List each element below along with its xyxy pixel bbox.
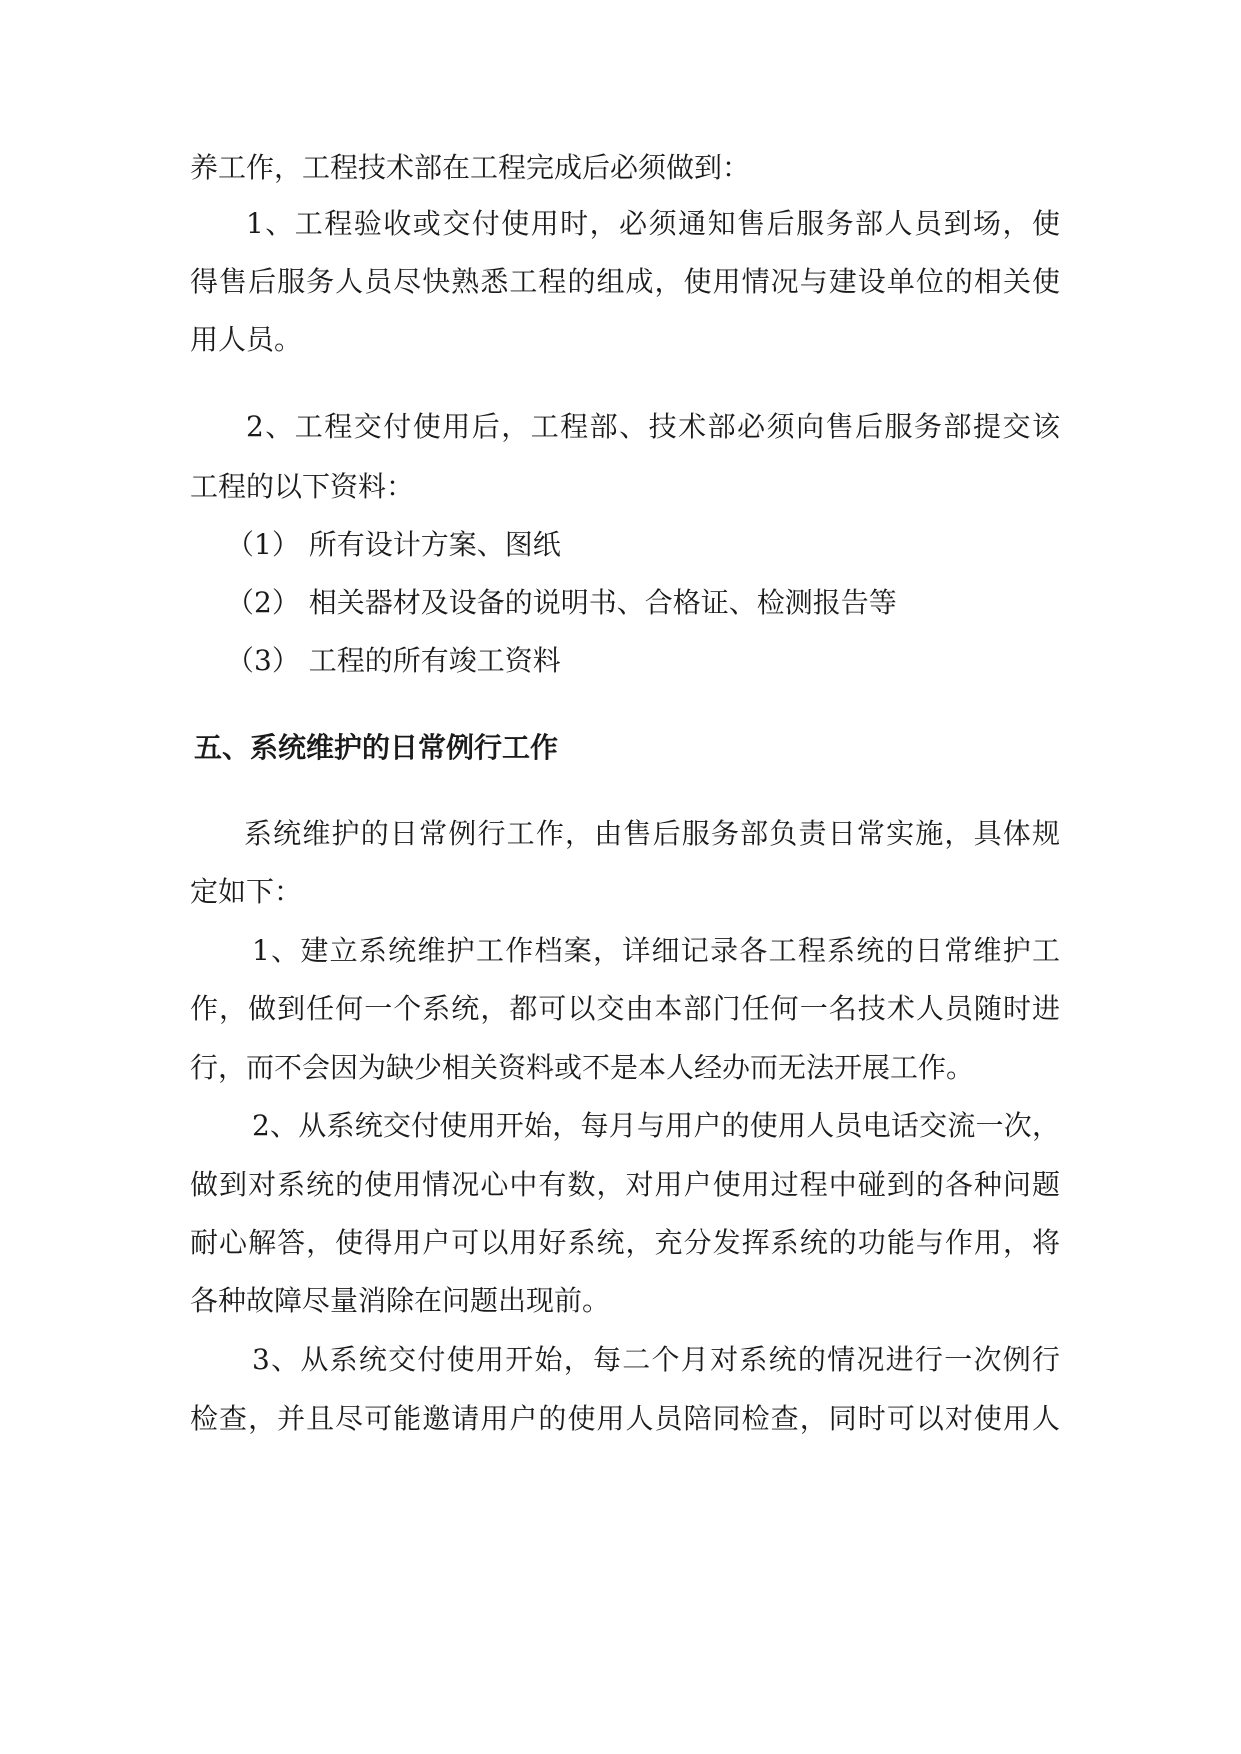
paragraph-line: 2、工程交付使用后，工程部、技术部必须向售后服务部提交该 [246, 410, 1060, 443]
paragraph-line: 1、建立系统维护工作档案，详细记录各工程系统的日常维护工 [252, 934, 1060, 967]
list-item: （2） 相关器材及设备的说明书、合格证、检测报告等 [226, 586, 897, 619]
paragraph-line: 1、工程验收或交付使用时，必须通知售后服务部人员到场，使 [246, 207, 1060, 240]
list-item: （1） 所有设计方案、图纸 [226, 528, 561, 561]
list-item: （3） 工程的所有竣工资料 [226, 644, 561, 677]
paragraph-line: 3、从系统交付使用开始，每二个月对系统的情况进行一次例行 [252, 1343, 1060, 1376]
paragraph-line: 2、从系统交付使用开始，每月与用户的使用人员电话交流一次， [252, 1109, 1060, 1142]
paragraph-line: 定如下： [190, 875, 303, 908]
paragraph-line: 得售后服务人员尽快熟悉工程的组成，使用情况与建设单位的相关使 [190, 265, 1060, 298]
paragraph-line: 养工作，工程技术部在工程完成后必须做到： [190, 151, 751, 184]
paragraph-line: 检查，并且尽可能邀请用户的使用人员陪同检查，同时可以对使用人 [190, 1402, 1060, 1435]
paragraph-line: 工程的以下资料： [190, 470, 415, 503]
paragraph-line: 做到对系统的使用情况心中有数，对用户使用过程中碰到的各种问题 [190, 1168, 1060, 1201]
paragraph-line: 系统维护的日常例行工作，由售后服务部负责日常实施，具体规 [244, 817, 1060, 850]
paragraph-line: 用人员。 [190, 323, 303, 356]
paragraph-line: 行，而不会因为缺少相关资料或不是本人经办而无法开展工作。 [190, 1051, 975, 1084]
paragraph-line: 各种故障尽量消除在问题出现前。 [190, 1284, 611, 1317]
paragraph-line: 作，做到任何一个系统，都可以交由本部门任何一名技术人员随时进 [190, 992, 1060, 1025]
paragraph-line: 耐心解答，使得用户可以用好系统，充分发挥系统的功能与作用，将 [190, 1226, 1060, 1259]
section-heading: 五、系统维护的日常例行工作 [194, 731, 559, 764]
